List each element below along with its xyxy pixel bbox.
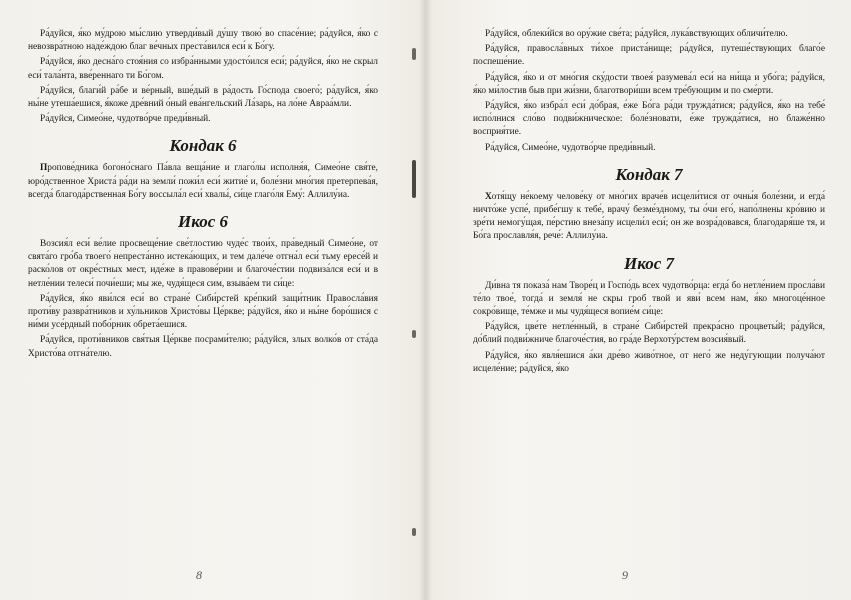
binding-thread — [412, 48, 416, 60]
ikos-heading: Икос 6 — [178, 212, 228, 232]
drop-cap: Х — [485, 191, 492, 202]
kondak-text — [473, 191, 825, 244]
drop-cap: П — [40, 163, 48, 174]
paragraph: Ра́дуйся, цве́те нетле́нный, в стране́ Сиби́рстей прекра́сно процветы́й; ра́дуйся, до́блий подви́жниче благоче́стия, во гра́де Верхоту́рстем возсия́вый. — [473, 322, 825, 346]
kondak-heading: Кондак 6 — [169, 136, 237, 156]
paragraph: Ра́дуйся, облеки́йся во ору́жие све́та; ра́дуйся, лука́вствующих обличи́телю. — [485, 29, 788, 39]
paragraph: Ра́дуйся, правосла́вных ти́хое приста́нище; ра́дуйся, путеше́ствующих благо́е поспеше́ние. — [473, 44, 825, 68]
binding-thread — [412, 330, 416, 338]
binding-thread — [412, 528, 416, 536]
paragraph: Ра́дуйся, я́ко яви́лся еси́ во стране́ Сиби́рстей кре́пкий защи́тник Правосла́вия проти́ву развра́тников и ху́льников Христо́вы Це́ркве; ра́дуйся, я́ко и ны́не боро́шися с ни́ми усе́рдный побо́рник обрета́ешися. — [28, 293, 378, 331]
right-page — [473, 28, 825, 600]
binding-thread — [412, 160, 416, 198]
paragraph: Ра́дуйся, я́ко явля́ешися а́ки дре́во живо́тное, от него́ же неду́гующии получа́ют исцеле́ние; ра́дуйся, я́ко — [473, 350, 825, 374]
paragraph: Ра́дуйся, благи́й ра́бе и ве́рный, вше́дый в ра́дость Го́спода своего́; ра́дуйся, я́ко ны́не утеша́ешися, я́коже дре́вний о́ный ева́нгельский Ла́зарь, на ло́не Авраа́мли. — [28, 85, 378, 110]
kondak-body: ропове́дника богоно́снаго Па́вла веща́ние и глаго́лы исполня́я, Симео́не свя́те, юро́дственное Христа́ ра́ди на земли́ пожи́л еси́ житие́ и, боле́зни мно́гия претерпева́я, всегда́ благода́рственная Бо́гу воссыла́л еси́ хвалы́, си́це глаго́ля Ему́: Аллилу́иа. — [28, 163, 378, 200]
paragraph: Ра́дуйся, я́ко избра́л еси́ до́брая, е́же Бо́га ра́ди тружда́тися; ра́дуйся, я́ко на тебе́ испо́лнися сло́во подви́жническое: боле́зновати, е́же тружда́тися, но блаже́нно восприя́тие. — [473, 101, 825, 138]
ikos-heading: Икос 7 — [624, 253, 674, 273]
ikos-text: Ди́вна тя показа́ нам Творе́ц и Госпо́дь всех чудотво́рца: егда́ бо нетле́нием просла́ви те́ло твое́, тогда́ и земля́ не скры гроб твой и яви́ всем нам, я́ко многоце́нное сокро́вище, те́мже и мы чудя́щеся вопие́м си́це: — [473, 280, 825, 318]
page-number: 8 — [196, 568, 202, 582]
kondak-heading: Кондак 7 — [615, 164, 683, 184]
paragraph: Ра́дуйся, Симео́не, чудотво́рче преди́вный. — [485, 142, 656, 153]
page-number: 9 — [622, 568, 628, 582]
paragraph: Ра́дуйся, Симео́не, чудотво́рче преди́вный. — [40, 114, 211, 125]
paragraph: Ра́дуйся, я́ко и от мно́гия ску́дости твоея́ разумева́л еси́ на ни́ща и убо́га; ра́дуйся, я́ко ми́лостив быв при жи́зни, благотвори́ши всем тре́бующим и по сме́рти. — [473, 72, 825, 96]
kondak-body: отя́щу не́коему челове́ку от мно́гих враче́в исцели́тися от очны́я боле́зни, и егда́ ничто́же успе́, прибе́гшу к тебе́, врачу́ безме́здному, ты о́чи его́, напо́лнены кро́вию и зре́ти немогу́щая, пе́рстию внеза́пу исцели́л еси́; он же возра́довався, благодаря́ше тя, и Бо́га прославля́я, рече́: Аллилу́иа. — [473, 191, 825, 242]
kondak-text — [28, 162, 378, 202]
left-page — [28, 28, 378, 600]
ikos-text: Возсия́л еси́ ве́лие просвеще́ние све́тлостию чуде́с твои́х, пра́ведный Симео́не, от свята́го гро́ба твоего́ непреста́нно истека́ющих, и тем дале́че отгна́л еси́ тьму ересе́й и раско́лов от окре́стных мест, иде́же в правове́рии и благоче́стии подвиза́лся еси́ и в нетле́нии телеси́ почи́еши; мы же, чудя́щеся сим, взыва́ем ти си́це: — [28, 239, 378, 289]
paragraph: Ра́дуйся, я́ко му́дрою мы́слию утверди́вый ду́шу твою́ во спасе́ние; ра́дуйся, я́ко с невозвра́тною наде́ждою благ ве́чных преста́вился еси́ к Бо́гу. — [28, 29, 378, 53]
paragraph: Ра́дуйся, я́ко десна́го стоя́ния со избра́нными удосто́ился еси́; ра́дуйся, я́ко не скрыл еси́ тала́нта, вве́реннаго ти Бо́гом. — [28, 57, 378, 81]
paragraph: Ра́дуйся, проти́вников свя́тыя Це́ркве посрами́телю; ра́дуйся, злых волко́в от ста́да Христо́ва отгна́телю. — [28, 335, 378, 359]
